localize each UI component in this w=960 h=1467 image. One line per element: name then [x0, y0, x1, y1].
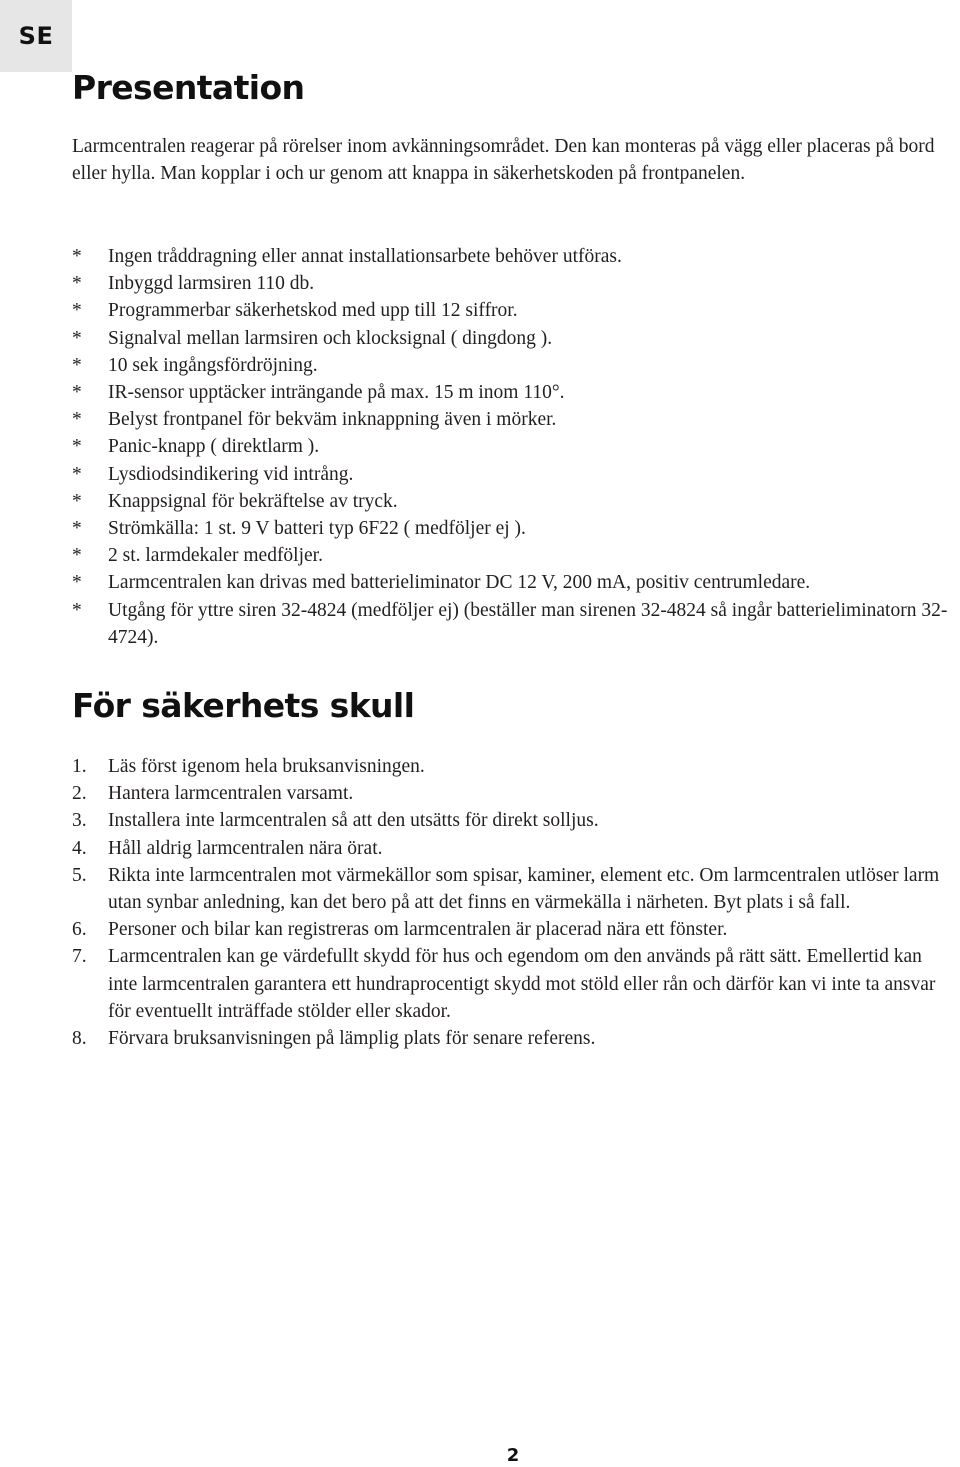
presentation-intro: Larmcentralen reagerar på rörelser inom avkänningsområdet. Den kan monteras på vägg eller placeras på bord eller hylla. Man kopplar i och ur genom att knappa in säkerhetskoden på frontpanelen. — [72, 136, 935, 185]
step-number: 4. — [72, 837, 87, 859]
step-number: 5. — [72, 864, 87, 886]
step-text: Läs först igenom hela bruksanvisningen. — [108, 756, 425, 777]
bullet-marker: * — [72, 518, 82, 540]
step-text: Personer och bilar kan registreras om larmcentralen är placerad nära ett fönster. — [108, 919, 728, 941]
list-item — [72, 515, 952, 542]
list-item — [72, 297, 952, 324]
bullet-marker: * — [72, 300, 82, 322]
list-item — [72, 835, 952, 862]
step-text: Förvara bruksanvisningen på lämplig plats för senare referens. — [108, 1028, 596, 1050]
list-item — [72, 862, 952, 916]
step-number: 8. — [72, 1028, 87, 1050]
feature-text: Programmerbar säkerhetskod med upp till 12 siffror. — [108, 300, 518, 322]
step-number: 6. — [72, 919, 87, 941]
bullet-marker: * — [72, 490, 82, 512]
list-item — [72, 807, 952, 834]
step-number: 7. — [72, 946, 87, 968]
list-item — [72, 433, 952, 460]
feature-text: Knappsignal för bekräftelse av tryck. — [108, 490, 398, 512]
page-number: 2 — [506, 1445, 520, 1466]
bullet-marker: * — [72, 599, 82, 621]
safety-list — [72, 753, 952, 1052]
feature-text: Utgång för yttre siren 32-4824 (medföljer ej) (beställer man sirenen 32-4824 så ingår batterieliminatorn 32-4724). — [108, 599, 948, 648]
list-item — [72, 1025, 952, 1052]
list-item — [72, 916, 952, 943]
feature-text: Belyst frontpanel för bekväm inknappning även i mörker. — [108, 409, 557, 431]
bullet-marker: * — [72, 409, 82, 431]
bullet-marker: * — [72, 572, 82, 594]
list-item — [72, 325, 952, 352]
list-item — [72, 597, 952, 651]
list-item — [72, 406, 952, 433]
list-item — [72, 780, 952, 807]
list-item — [72, 488, 952, 515]
presentation-heading: Presentation — [72, 68, 305, 107]
language-tab: SE — [0, 0, 72, 72]
list-item — [72, 352, 952, 379]
bullet-marker: * — [72, 273, 82, 295]
step-text: Håll aldrig larmcentralen nära örat. — [108, 837, 383, 859]
feature-text: Signalval mellan larmsiren och klocksignal ( dingdong ). — [108, 327, 553, 349]
bullet-marker: * — [72, 463, 82, 485]
step-text: Rikta inte larmcentralen mot värmekällor som spisar, kaminer, element etc. Om larmcentralen utlöser larm utan synbar anledning, kan det bero på att det finns en värmekälla i närheten. Byt plats i så fall. — [108, 864, 940, 914]
bullet-marker: * — [72, 327, 82, 349]
step-number: 2. — [72, 783, 87, 805]
feature-text: Strömkälla: 1 st. 9 V batteri typ 6F22 ( medföljer ej ). — [108, 518, 526, 540]
safety-heading: För säkerhets skull — [72, 686, 415, 725]
bullet-marker: * — [72, 246, 82, 267]
step-number: 3. — [72, 810, 87, 832]
feature-list — [72, 243, 952, 651]
step-text: Installera inte larmcentralen så att den utsätts för direkt solljus. — [108, 810, 599, 832]
feature-text: 10 sek ingångsfördröjning. — [108, 354, 318, 376]
feature-text: Lysdiodsindikering vid intrång. — [108, 463, 354, 485]
bullet-marker: * — [72, 545, 82, 567]
list-item — [72, 379, 952, 406]
list-item — [72, 461, 952, 488]
list-item — [72, 753, 952, 780]
feature-text: Ingen tråddragning eller annat installationsarbete behöver utföras. — [108, 246, 622, 267]
list-item — [72, 243, 952, 270]
feature-text: Panic-knapp ( direktlarm ). — [108, 436, 320, 458]
feature-text: 2 st. larmdekaler medföljer. — [108, 545, 323, 567]
step-number: 1. — [72, 756, 87, 777]
step-text: Larmcentralen kan ge värdefullt skydd för hus och egendom om den används på rätt sätt. Emellertid kan inte larmcentralen garantera ett hundraprocentigt skydd mot stöld eller rån och därför kan vi inte ta ansvar för eventuellt inträffade stölder eller skador. — [108, 946, 936, 1022]
bullet-marker: * — [72, 436, 82, 458]
list-item — [72, 569, 952, 596]
bullet-marker: * — [72, 354, 82, 376]
feature-text: Larmcentralen kan drivas med batterieliminator DC 12 V, 200 mA, positiv centrumledare. — [108, 572, 811, 594]
list-item — [72, 270, 952, 297]
list-item — [72, 542, 952, 569]
feature-text: Inbyggd larmsiren 110 db. — [108, 273, 315, 295]
bullet-marker: * — [72, 382, 82, 404]
list-item — [72, 943, 952, 1025]
feature-text: IR-sensor upptäcker inträngande på max. 15 m inom 110°. — [108, 382, 565, 404]
step-text: Hantera larmcentralen varsamt. — [108, 783, 354, 805]
